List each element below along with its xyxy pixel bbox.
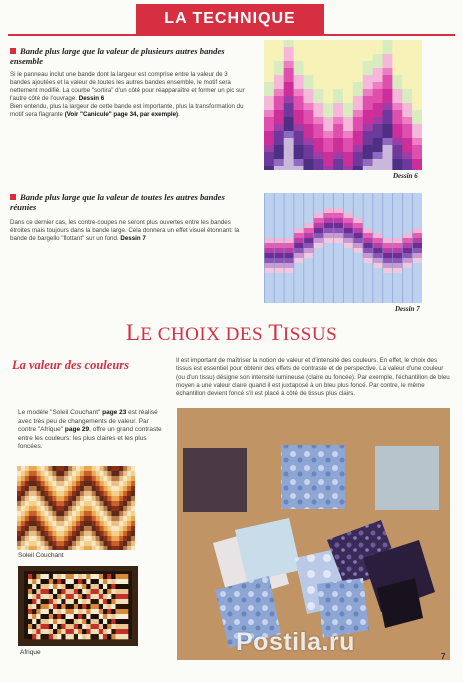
section2-body [10,219,246,243]
dessin7-figure [264,193,422,303]
dessin7-caption: Dessin 7 [395,305,420,313]
fabric-swatches-photo [177,408,450,660]
section1-link: (Voir "Canicule" page 34, par exemple) [64,111,179,118]
section1-body: Si le panneau inclut une bande dont la largeur est comprise entre la valeur de 3 bandes ajoutées et la valeur de toutes les autres bandes ensemble, le motif sera nettement modifié. La courbe "sortira" d'un côté pour réapparaître et former un pic sur l'autre côté de l'ouvrage. Dessin 6 Bien entendu, plus la largeur de cette bande est importante, plus la transformation du motif sera flagrante (Voir "Canicule" page 34, par exemple). [10,71,245,118]
afrique-photo [18,566,138,646]
section1-title: Bande plus large que la valeur de plusieurs autres bandes ensemble [10,46,225,66]
watermark-text: Postila.ru [236,628,355,656]
afrique-caption: Afrique [20,649,41,656]
section1-text: Si le panneau inclut une bande dont la largeur est comprise entre la valeur de 3 bandes ajoutées et la valeur de toutes les autres bandes ensemble, le motif sera nettement modifié. La courbe "sortira" d'un côté pour réapparaître et former un pic sur l'autre côté de l'ouvrage. [10,71,245,102]
section1-text-2: Bien entendu, plus la largeur de cette bande est importante, plus la transformation du motif sera flagrante [10,103,244,118]
page-banner: LA TECHNIQUE [136,4,324,34]
banner-rule [8,34,455,36]
soleil-couchant-photo [17,466,135,550]
swatch-blue-medium [281,445,345,509]
soleil-caption: Soleil Couchant [18,552,64,559]
valeur-subtitle: La valeur des couleurs [12,358,130,372]
section2-text: Dans ce dernier cas, les contre-coupes ne seront plus ouvertes entre les bandes étroites mais toujours dans la bande large. Cela donnera un effet visuel étonnant: la bande de bargello "flottant" sur un fond. [10,219,240,242]
dessin6-figure [264,40,422,170]
swatch-dark-grey [183,448,247,512]
bullet-square-icon [10,194,16,200]
section2-heading [10,192,245,212]
valeur-intro: Il est important de maîtriser la notion de valeur et d'intensité des couleurs. En effet, le choix des tissus est essentiel pour obtenir des effets de contraste et de perspective. La valeur d'une couleur (ou d'un tissu) désigne son intensité lumineuse (claire ou foncée). Par exemple, l'échantillon de bleu moyen a une valeur claire quand il est juxtaposé à un bleu plus foncé. Par contre, le même échantillon devient foncé s'il est placé à côté de tissus plus clairs. [176,357,450,398]
section1-heading [10,46,245,66]
choix-title: LE CHOIX DES TISSUS [125,320,338,345]
section2-ref: Dessin 7 [120,235,146,242]
swatch-light-grey [375,446,439,510]
bullet-square-icon [10,48,16,54]
model-text: Le modèle "Soleil Couchant" page 23 est réalisé avec très peu de changements de valeur. Par contre "Afrique" page 29, offre un grand contraste entre les couleurs: les plus claires et les plus foncées. [18,409,162,451]
page-number: 7 [441,652,446,661]
section2-title: Bande plus large que la valeur de toutes les autres bandes réunies [10,192,225,212]
section1-ref: Dessin 6 [78,95,105,102]
dessin6-caption: Dessin 6 [393,172,418,180]
